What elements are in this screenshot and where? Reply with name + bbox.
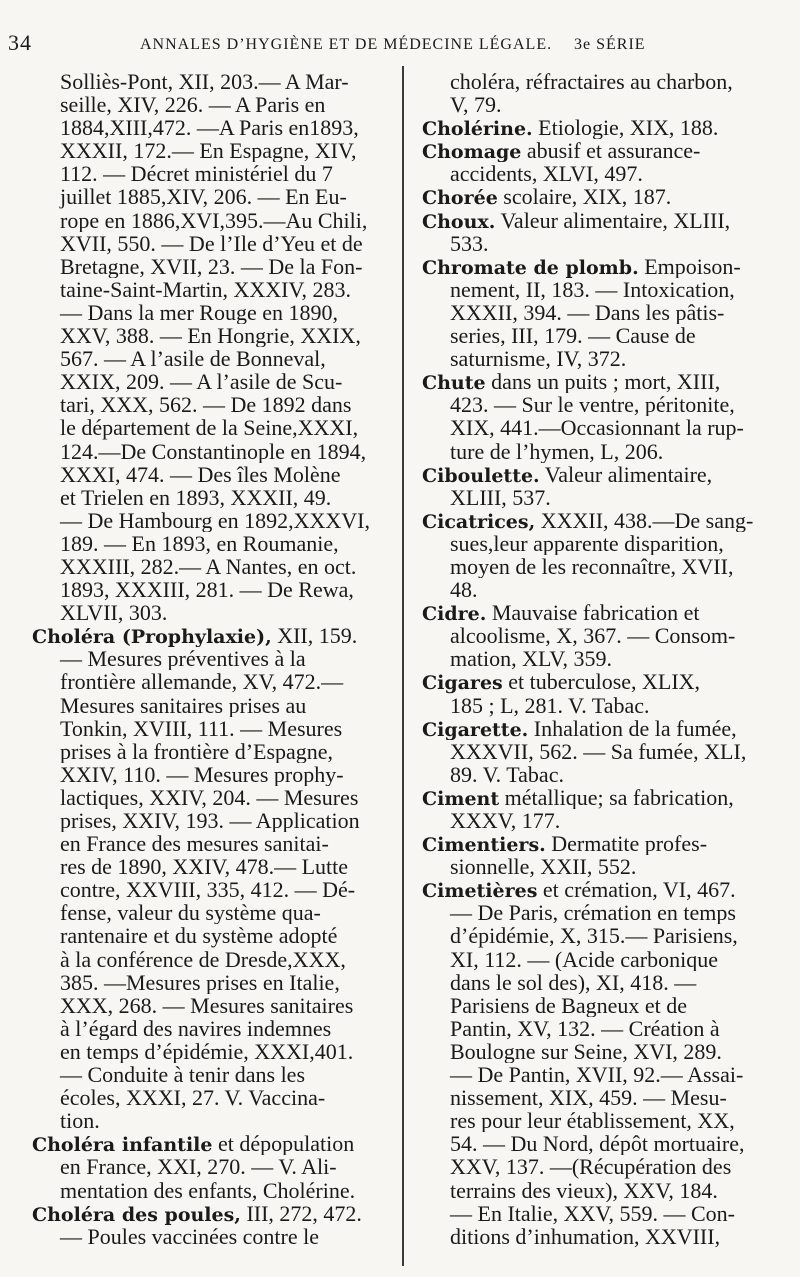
- line-text: Bretagne, XVII, 23. — De la Fon-: [60, 254, 363, 278]
- line-text: Dermatite profes-: [545, 832, 708, 856]
- line-text: ture de l’hymen, L, 206.: [450, 439, 664, 463]
- line-text: 54. — Du Nord, dépôt mortuaire,: [450, 1132, 745, 1156]
- index-line: [422, 93, 774, 116]
- index-line: [32, 255, 398, 278]
- index-line: [422, 301, 774, 324]
- line-text: nement, II, 183. — Intoxication,: [450, 277, 735, 301]
- index-line: [32, 416, 398, 439]
- index-line: [32, 93, 398, 116]
- line-text: Etiologie, XIX, 188.: [532, 116, 719, 140]
- line-text: 189. — En 1893, en Roumanie,: [60, 531, 339, 555]
- line-text: — De Hambourg en 1892,XXXVI,: [60, 508, 370, 532]
- line-text: et Trielen en 1893, XXXII, 49.: [60, 485, 332, 509]
- index-line: [32, 717, 398, 740]
- entry-headword: Cigarette.: [422, 718, 529, 740]
- index-line: [32, 532, 398, 555]
- line-text: Solliès-Pont, XII, 203.— A Mar-: [60, 70, 349, 94]
- entry-headword: Chute: [422, 372, 486, 394]
- line-text: et crémation, VI, 467.: [537, 878, 736, 902]
- line-text: Empoison-: [638, 254, 741, 278]
- entry-headword: Ciboulette.: [422, 464, 540, 486]
- running-title: ANNALES D’HYGIÈNE ET DE MÉDECINE LÉGALE.: [140, 36, 553, 53]
- index-line: [32, 994, 398, 1017]
- line-text: à la conférence de Dresde,XXX,: [60, 947, 346, 971]
- line-text: Tonkin, XVIII, 111. — Mesures: [60, 716, 343, 740]
- index-line: [32, 347, 398, 370]
- index-line: [422, 994, 774, 1017]
- line-text: Mauvaise fabrication et: [486, 601, 700, 625]
- series-label: 3e SÉRIE: [574, 36, 646, 53]
- index-line: [32, 116, 398, 139]
- line-text: XXIX, 209. — A l’asile de Scu-: [60, 370, 343, 394]
- line-text: res pour leur établissement, XX,: [450, 1109, 735, 1133]
- index-line: [422, 416, 774, 439]
- index-line: [32, 278, 398, 301]
- index-line: [422, 1086, 774, 1109]
- line-text: rope en 1886,XVI,395.—Au Chili,: [60, 208, 368, 232]
- index-line: [32, 139, 398, 162]
- line-text: — Mesures préventives à la: [60, 647, 306, 671]
- line-text: — De Paris, crémation en temps: [450, 901, 736, 925]
- line-text: fense, valeur du système qua-: [60, 901, 321, 925]
- line-text: XXIV, 110. — Mesures prophy-: [60, 762, 344, 786]
- index-line: [422, 232, 774, 255]
- entry-headword: Ciment: [422, 787, 500, 809]
- index-entry-line: [422, 832, 774, 855]
- line-text: XI, 112. — (Acide carbonique: [450, 947, 718, 971]
- line-text: rantenaire et du système adopté: [60, 924, 338, 948]
- index-line: [32, 948, 398, 971]
- index-line: [422, 555, 774, 578]
- index-line: [32, 162, 398, 185]
- line-text: XXXII, 394. — Dans les pâtis-: [450, 300, 725, 325]
- index-line: [422, 1109, 774, 1132]
- index-entry-line: [422, 209, 774, 232]
- index-line: [422, 1063, 774, 1086]
- entry-headword: Chromate de plomb.: [422, 256, 639, 278]
- line-text: sues,leur apparente disparition,: [450, 531, 724, 555]
- index-line: [32, 1225, 398, 1248]
- line-text: XXXI, 474. — Des îles Molène: [60, 462, 341, 486]
- entry-headword: Cidre.: [422, 603, 487, 625]
- index-line: [32, 809, 398, 832]
- index-line: [32, 601, 398, 624]
- line-text: XIX, 441.—Occasionnant la rup-: [450, 416, 744, 440]
- index-line: [32, 1086, 398, 1109]
- index-line: [32, 1155, 398, 1178]
- index-line: [32, 763, 398, 786]
- line-text: Parisiens de Bagneux et de: [450, 993, 688, 1017]
- line-text: seille, XIV, 226. — A Paris en: [60, 93, 326, 117]
- index-line: [422, 971, 774, 994]
- entry-headword: Cicatrices,: [422, 510, 536, 532]
- line-text: res de 1890, XXIV, 478.— Lutte: [60, 855, 348, 879]
- line-text: écoles, XXXI, 27. V. Vaccina-: [60, 1086, 326, 1110]
- line-text: alcoolisme, X, 367. — Consom-: [450, 624, 736, 648]
- entry-headword: Cimentiers.: [422, 834, 546, 856]
- line-text: et tuberculose, XLIX,: [502, 670, 701, 694]
- index-line: [32, 209, 398, 232]
- index-line: [422, 763, 774, 786]
- line-text: Pantin, XV, 132. — Création à: [450, 1016, 720, 1040]
- index-entry-line: [422, 116, 774, 139]
- index-line: [422, 70, 774, 93]
- index-line: [32, 393, 398, 416]
- index-line: [32, 901, 398, 924]
- line-text: moyen de les reconnaître, XVII,: [450, 554, 734, 579]
- index-line: [32, 786, 398, 809]
- line-text: mentation des enfants, Cholérine.: [60, 1178, 356, 1202]
- index-line: [422, 162, 774, 185]
- line-text: d’épidémie, X, 315.— Parisiens,: [450, 924, 738, 948]
- line-text: Inhalation de la fumée,: [528, 716, 737, 740]
- index-line: [32, 878, 398, 901]
- index-line: [422, 578, 774, 601]
- index-line: [32, 463, 398, 486]
- index-line: [422, 694, 774, 717]
- line-text: juillet 1885,XIV, 206. — En Eu-: [60, 185, 347, 209]
- entry-headword: Chomage: [422, 141, 522, 163]
- line-text: tari, XXX, 562. — De 1892 dans: [60, 393, 352, 417]
- index-line: [422, 948, 774, 971]
- line-text: scolaire, XIX, 187.: [497, 185, 672, 209]
- index-line: [32, 924, 398, 947]
- index-line: [32, 647, 398, 670]
- index-line: [32, 740, 398, 763]
- entry-headword: Cigares: [422, 672, 503, 694]
- index-line: [422, 809, 774, 832]
- index-entry-line: [32, 624, 398, 647]
- index-entry-line: [32, 1132, 398, 1155]
- index-line: [32, 301, 398, 324]
- line-text: le département de la Seine,XXXI,: [60, 416, 359, 440]
- index-line: [422, 924, 774, 947]
- index-entry-line: [422, 139, 774, 162]
- index-line: [32, 578, 398, 601]
- index-line: [32, 324, 398, 347]
- line-text: accidents, XLVI, 497.: [450, 162, 643, 186]
- index-entry-line: [422, 670, 774, 693]
- index-line: [32, 1179, 398, 1202]
- index-line: [422, 440, 774, 463]
- index-line: [32, 185, 398, 208]
- index-line: [32, 1109, 398, 1132]
- index-line: [32, 971, 398, 994]
- line-text: terrains des vieux), XXV, 184.: [450, 1178, 718, 1202]
- index-entry-line: [422, 601, 774, 624]
- right-column: [422, 70, 774, 1248]
- index-line: [32, 670, 398, 693]
- entry-headword: Choléra infantile: [32, 1134, 213, 1156]
- index-line: [32, 855, 398, 878]
- running-header: [8, 30, 792, 58]
- line-text: 423. — Sur le ventre, péritonite,: [450, 393, 735, 417]
- index-line: [32, 232, 398, 255]
- entry-headword: Choléra (Prophylaxie),: [32, 626, 272, 648]
- line-text: nissement, XIX, 459. — Mesu-: [450, 1086, 727, 1110]
- line-text: XXV, 137. —(Récupération des: [450, 1155, 732, 1179]
- line-text: — De Pantin, XVII, 92.— Assai-: [450, 1063, 744, 1087]
- column-divider: [402, 66, 404, 1266]
- line-text: Valeur alimentaire, XLIII,: [495, 208, 731, 232]
- line-text: Mesures sanitaires prises au: [60, 693, 307, 717]
- line-text: saturnisme, IV, 372.: [450, 347, 627, 371]
- index-line: [422, 1017, 774, 1040]
- line-text: 124.—De Constantinople en 1894,: [60, 439, 367, 463]
- index-entry-line: [422, 255, 774, 278]
- index-entry-line: [32, 1202, 398, 1225]
- index-entry-line: [422, 463, 774, 486]
- line-text: 1884,XIII,472. —A Paris en1893,: [60, 116, 359, 140]
- line-text: — Dans la mer Rouge en 1890,: [60, 300, 338, 325]
- line-text: ditions d’inhumation, XXVIII,: [450, 1224, 721, 1248]
- entry-headword: Cimetières: [422, 880, 538, 902]
- line-text: 533.: [450, 231, 489, 255]
- index-entry-line: [422, 370, 774, 393]
- left-column: [32, 70, 398, 1248]
- line-text: Valeur alimentaire,: [539, 462, 713, 486]
- index-line: [32, 694, 398, 717]
- index-line: [422, 1132, 774, 1155]
- line-text: 1893, XXXIII, 281. — De Rewa,: [60, 578, 354, 602]
- line-text: XII, 159.: [271, 624, 358, 648]
- line-text: — En Italie, XXV, 559. — Con-: [450, 1201, 735, 1225]
- index-line: [422, 1202, 774, 1225]
- line-text: series, III, 179. — Cause de: [450, 324, 696, 348]
- line-text: à l’égard des navires indemnes: [60, 1016, 332, 1040]
- line-text: prises, XXIV, 193. — Application: [60, 809, 360, 833]
- entry-headword: Choléra des poules,: [32, 1203, 241, 1225]
- line-text: abusif et assurance-: [521, 139, 701, 163]
- index-line: [32, 70, 398, 93]
- line-text: en France, XXI, 270. — V. Ali-: [60, 1155, 337, 1179]
- line-text: dans un puits ; mort, XIII,: [485, 370, 721, 394]
- index-line: [32, 555, 398, 578]
- line-text: mation, XLV, 359.: [450, 647, 612, 671]
- line-text: sionnelle, XXII, 552.: [450, 855, 637, 879]
- index-entry-line: [422, 717, 774, 740]
- line-text: 48.: [450, 578, 478, 602]
- entry-headword: Cholérine.: [422, 118, 533, 140]
- line-text: XLVII, 303.: [60, 601, 168, 625]
- index-line: [32, 1017, 398, 1040]
- entry-headword: Choux.: [422, 210, 496, 232]
- entry-headword: Chorée: [422, 187, 498, 209]
- line-text: XXV, 388. — En Hongrie, XXIX,: [60, 324, 361, 348]
- line-text: 89. V. Tabac.: [450, 762, 564, 786]
- index-line: [422, 901, 774, 924]
- index-line: [422, 647, 774, 670]
- line-text: XXXII, 438.—De sang-: [535, 508, 754, 532]
- index-line: [32, 1063, 398, 1086]
- line-text: XLIII, 537.: [450, 485, 551, 509]
- index-line: [422, 855, 774, 878]
- line-text: en temps d’épidémie, XXXI,401.: [60, 1039, 354, 1064]
- index-line: [32, 509, 398, 532]
- index-line: [32, 486, 398, 509]
- index-line: [422, 624, 774, 647]
- index-entry-line: [422, 786, 774, 809]
- line-text: lactiques, XXIV, 204. — Mesures: [60, 785, 359, 809]
- line-text: contre, XXVIII, 335, 412. — Dé-: [60, 878, 356, 902]
- page-number: 34: [8, 30, 32, 55]
- index-line: [422, 393, 774, 416]
- index-line: [32, 440, 398, 463]
- line-text: III, 272, 472.: [240, 1201, 362, 1225]
- line-text: dans le sol des), XI, 418. —: [450, 970, 697, 994]
- index-line: [422, 532, 774, 555]
- line-text: tion.: [60, 1109, 100, 1133]
- index-line: [422, 1040, 774, 1063]
- line-text: 112. — Décret ministériel du 7: [60, 162, 333, 186]
- line-text: et dépopulation: [212, 1132, 355, 1156]
- line-text: taine-Saint-Martin, XXXIV, 283.: [60, 277, 352, 301]
- line-text: XXXV, 177.: [450, 809, 561, 833]
- line-text: XXXII, 172.— En Espagne, XIV,: [60, 139, 357, 163]
- line-text: XXXIII, 282.— A Nantes, en oct.: [60, 554, 357, 579]
- line-text: Boulogne sur Seine, XVI, 289.: [450, 1039, 722, 1064]
- line-text: 185 ; L, 281. V. Tabac.: [450, 693, 650, 717]
- index-line: [32, 1040, 398, 1063]
- line-text: frontière allemande, XV, 472.—: [60, 670, 344, 694]
- index-entry-line: [422, 185, 774, 208]
- index-entry-line: [422, 509, 774, 532]
- line-text: V, 79.: [450, 93, 502, 117]
- line-text: choléra, réfractaires au charbon,: [450, 70, 733, 94]
- index-line: [422, 1179, 774, 1202]
- line-text: 567. — A l’asile de Bonneval,: [60, 347, 326, 371]
- line-text: 385. —Mesures prises en Italie,: [60, 970, 340, 994]
- line-text: — Conduite à tenir dans les: [60, 1063, 306, 1087]
- line-text: XXX, 268. — Mesures sanitaires: [60, 993, 354, 1017]
- line-text: en France des mesures sanitai-: [60, 832, 329, 856]
- index-line: [422, 278, 774, 301]
- line-text: — Poules vaccinées contre le: [60, 1224, 320, 1248]
- index-line: [422, 1225, 774, 1248]
- index-line: [422, 324, 774, 347]
- line-text: XXXVII, 562. — Sa fumée, XLI,: [450, 739, 747, 763]
- line-text: métallique; sa fabrication,: [499, 785, 734, 809]
- index-line: [422, 740, 774, 763]
- line-text: XVII, 550. — De l’Ile d’Yeu et de: [60, 231, 363, 255]
- index-line: [32, 370, 398, 393]
- index-line: [422, 347, 774, 370]
- index-line: [422, 1155, 774, 1178]
- line-text: prises à la frontière d’Espagne,: [60, 739, 334, 763]
- index-entry-line: [422, 878, 774, 901]
- index-line: [32, 832, 398, 855]
- index-line: [422, 486, 774, 509]
